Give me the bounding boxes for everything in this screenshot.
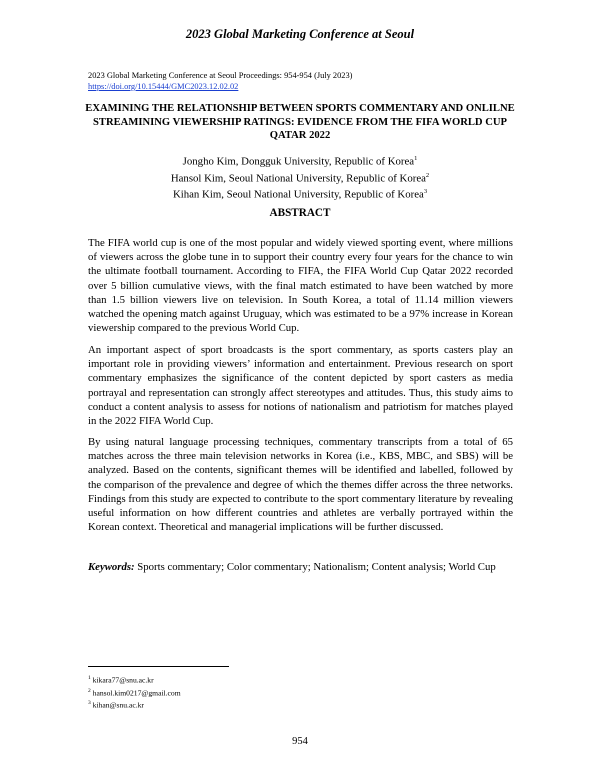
footnote-email: kikara77@snu.ac.kr (90, 675, 154, 685)
author-name: Jongho Kim, Dongguk University, Republic of Korea (182, 155, 415, 168)
footnote-mark: 2 (88, 687, 91, 694)
footnotes (88, 673, 181, 711)
author-footnote-mark: 1 (414, 155, 418, 162)
proceedings-citation: 2023 Global Marketing Conference at Seoul Proceedings: 954-954 (July 2023) (88, 71, 353, 80)
footnote-mark: 3 (88, 700, 91, 707)
keywords (88, 560, 513, 574)
author-line (0, 152, 600, 169)
abstract-paragraph: The FIFA world cup is one of the most popular and widely viewed sporting event, where millions of viewers across the globe tune in to support their country every four years for the chance to win the ultimate football tournament. According to FIFA, the FIFA World Cup Qatar 2022 recorded over 5 billion cumulative views, with the final match estimated to have been watched by more than 1.5 billion viewers live on television. In South Korea, a total of 11.14 million viewers watched the opening match against Uruguay, which was estimated to be a 97% increase in Korean viewership compared to the previous World Cup. (88, 237, 513, 335)
running-head: 2023 Global Marketing Conference at Seoul (185, 27, 415, 41)
keywords-label: Keywords: (88, 561, 135, 573)
author-name: Hansol Kim, Seoul National University, Republic of Korea (170, 172, 426, 185)
doi-link[interactable]: https://doi.org/10.15444/GMC2023.12.02.02 (88, 82, 239, 91)
footnote-mark: 1 (88, 675, 91, 681)
author-list (0, 152, 600, 202)
keywords-text: Sports commentary; Color commentary; Nationalism; Content analysis; World Cup (134, 561, 496, 573)
footnote (88, 698, 181, 711)
page-number: 954 (292, 736, 308, 747)
footnote-email: kihan@snu.ac.kr (90, 700, 144, 710)
author-name: Kihan Kim, Seoul National University, Republic of Korea (172, 188, 424, 201)
author-footnote-mark: 2 (425, 171, 430, 179)
abstract-paragraph: By using natural language processing techniques, commentary transcripts from a total of 65 matches across the three main television networks in Korea (i.e., KBS, MBC, and SBS) will be analyzed. Based on the contents, significant themes will be identified and labelled, followed by the comparison of the prevalence and degree of which the themes differ across the three networks. Findings from this study are expected to contribute to the sport commentary literature by revealing useful information on how different countries and athletes are verbally portrayed within the Korean context. Theoretical and managerial implications will be further discussed. (88, 436, 513, 534)
author-line (0, 185, 600, 202)
author-line (0, 169, 600, 186)
footnote (88, 686, 181, 699)
paper-title: EXAMINING THE RELATIONSHIP BETWEEN SPORTS COMMENTARY AND ONLILNE STREAMINING VIEWERSHIP RATINGS: EVIDENCE FROM THE FIFA WORLD CUP QATAR 2022 (85, 103, 515, 141)
footnote (88, 673, 181, 686)
footnote-email: hansol.kim0217@gmail.com (90, 688, 181, 698)
abstract-heading: ABSTRACT (269, 207, 331, 219)
author-footnote-mark: 3 (423, 188, 428, 196)
footnote-divider (88, 666, 229, 667)
proceedings-info (88, 70, 352, 92)
abstract-paragraph: An important aspect of sport broadcasts is the sport commentary, as sports casters play an important role in providing viewers’ information and entertainment. Previous research on sport commentary emphasizes the significance of the content depicted by sport casters as media portrayal and representation can strongly affect stereotypes and attitudes. Thus, this study aims to conduct a content analysis to assess for notions of nationalism and patriotism for matches played in the 2022 FIFA World Cup. (88, 344, 513, 428)
